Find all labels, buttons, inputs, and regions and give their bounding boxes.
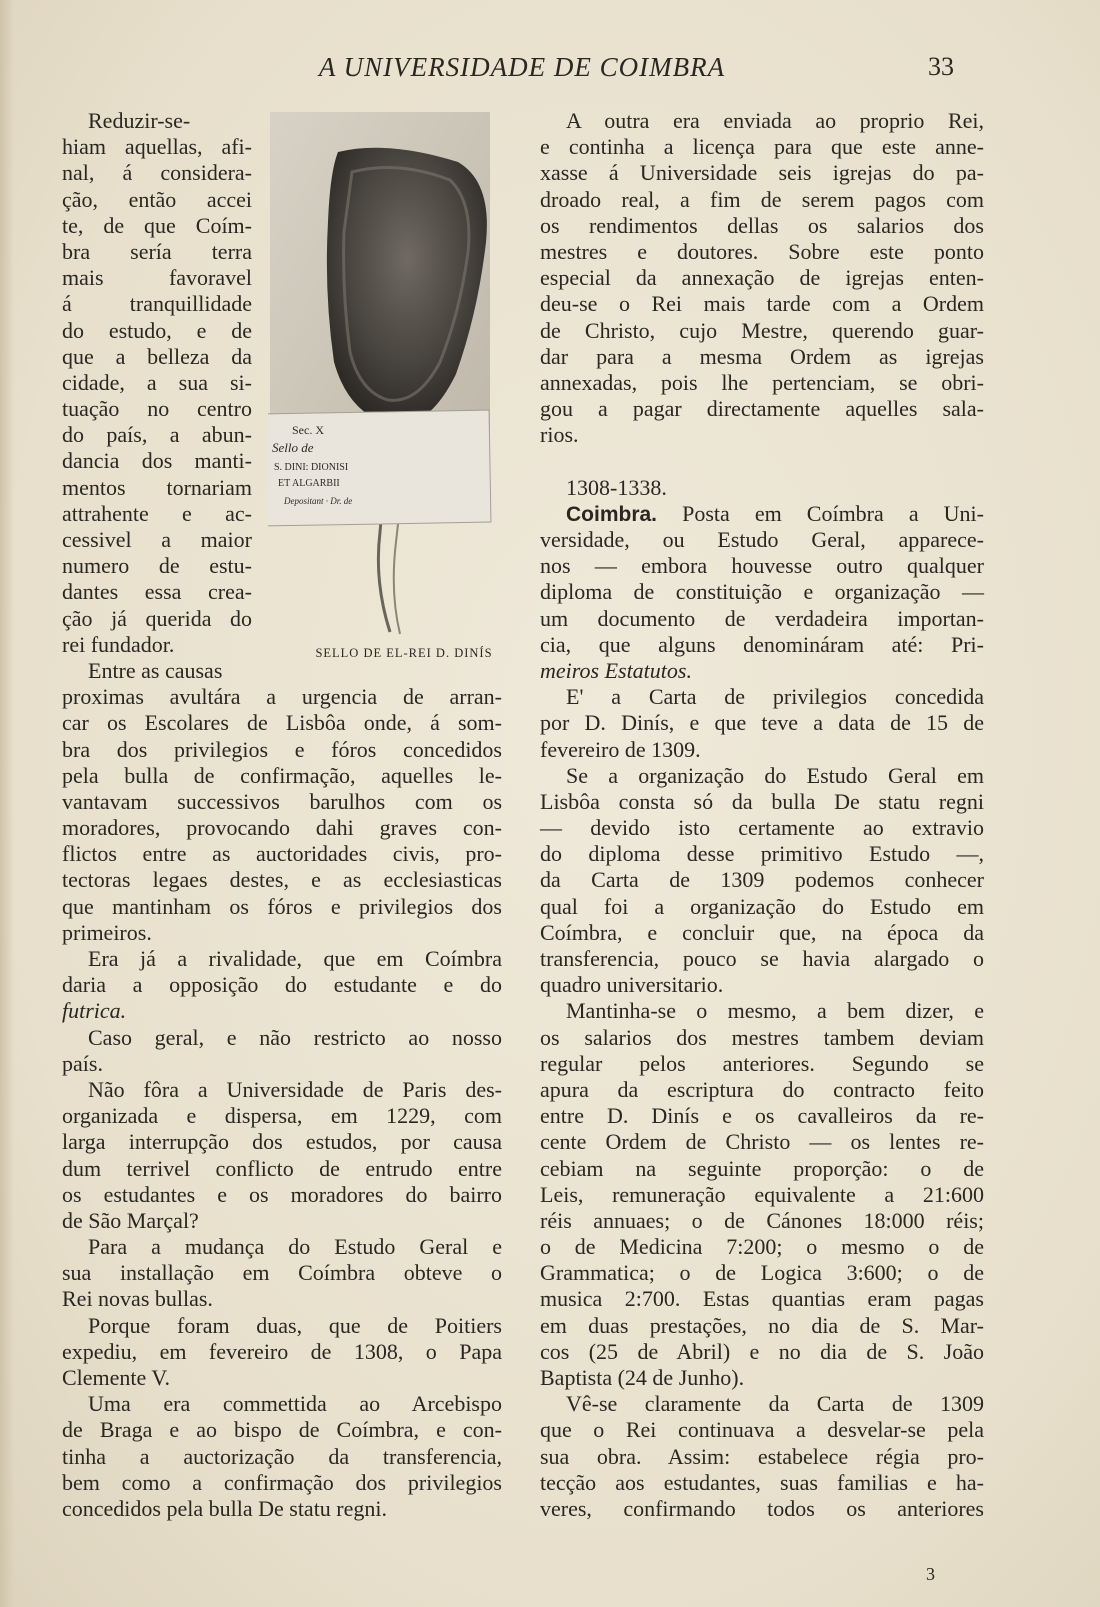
text-line: Vê-se claramente da Carta de 1309 bbox=[566, 1391, 984, 1417]
text-line: Era já a rivalidade, que em Coímbra bbox=[88, 946, 502, 971]
text-line: cos (25 de Abril) e no dia de S. João bbox=[540, 1338, 984, 1364]
text-line: bem como a confirmação dos privilegios bbox=[62, 1469, 502, 1495]
text-line: Entre as causas bbox=[88, 657, 223, 683]
text-line: sua obra. Assim: estabelece régia pro- bbox=[540, 1443, 984, 1469]
text-line: organizada e dispersa, em 1229, com bbox=[62, 1103, 502, 1129]
text-line: ção já querida do bbox=[62, 605, 252, 631]
text-line: do país, a abun- bbox=[62, 422, 252, 448]
text-line: Lisbôa consta só da bulla De statu regni bbox=[540, 788, 984, 814]
text-line: ção, então accei bbox=[62, 186, 252, 212]
text-line: o de Medicina 7:200; o mesmo o de bbox=[540, 1234, 984, 1260]
text-line: cente Ordem de Christo — os lentes re- bbox=[540, 1129, 984, 1155]
paragraph-gap bbox=[540, 448, 984, 474]
text-line: os rendimentos dellas os salarios dos bbox=[540, 212, 984, 238]
coimbra-heading: Coimbra. bbox=[566, 502, 658, 526]
text-line: E' a Carta de privilegios concedida bbox=[566, 684, 984, 710]
text-line: cessivel a maior bbox=[62, 527, 252, 552]
text-line: por D. Dinís, e que teve a data de 15 de bbox=[540, 710, 984, 736]
page-number: 33 bbox=[928, 52, 954, 81]
text-line: e continha a licença para que este anne- bbox=[540, 134, 984, 160]
text-line: Porque foram duas, que de Poitiers bbox=[88, 1312, 502, 1338]
text-line: país. bbox=[62, 1050, 103, 1076]
text-line: vantavam successivos barulhos com os bbox=[62, 788, 502, 814]
svg-text:ET ALGARBII: ET ALGARBII bbox=[278, 478, 340, 489]
text-line: dar para a mesma Ordem as igrejas bbox=[540, 343, 984, 369]
text-line: Não fôra a Universidade de Paris des- bbox=[88, 1076, 502, 1102]
text-line: da Carta de 1309 podemos conhecer bbox=[540, 867, 984, 893]
text-line-italic: futrica. bbox=[62, 998, 127, 1024]
text-line: que a belleza da bbox=[62, 343, 252, 369]
text-line: Coímbra, e concluir que, na época da bbox=[540, 919, 984, 945]
left-column bbox=[62, 108, 502, 1522]
text-line: annexadas, pois lhe pertenciam, se obri- bbox=[540, 369, 984, 395]
text-line: — devido isto certamente ao extravio bbox=[540, 815, 984, 841]
text-line: que mantinham os fóros e privilegios dos bbox=[62, 893, 502, 919]
text-line: transferencia, pouco se havia alargado o bbox=[540, 946, 984, 971]
text-line: moradores, provocando dahi graves con- bbox=[62, 815, 502, 841]
text-line: daria a opposição do estudante e do bbox=[62, 972, 502, 998]
text-line: Mantinha-se o mesmo, a bem dizer, e bbox=[566, 998, 984, 1024]
text-line: quadro universitario. bbox=[540, 972, 724, 998]
text-line: dancia dos manti- bbox=[62, 448, 252, 474]
signature-mark: 3 bbox=[926, 1564, 935, 1584]
text-line: Reduzir-se- bbox=[88, 108, 191, 133]
text-line: flictos entre as auctoridades civis, pro- bbox=[62, 841, 502, 867]
text-line: concedidos pela bulla De statu regni. bbox=[62, 1495, 388, 1521]
text-line: musica 2:700. Estas quantias eram pagas bbox=[540, 1286, 984, 1312]
text-line: cia, que alguns denomináram até: Pri- bbox=[540, 631, 984, 657]
text-line: em duas prestações, no dia de S. Mar- bbox=[540, 1312, 984, 1338]
section-dates: 1308-1338. bbox=[566, 474, 667, 500]
text-line: sua installação em Coímbra obteve o bbox=[62, 1260, 502, 1286]
svg-text:Sec. X: Sec. X bbox=[292, 423, 324, 437]
text-line: Clemente V. bbox=[62, 1365, 170, 1390]
text-line: dum terrivel conflicto de entrudo entre bbox=[62, 1155, 502, 1181]
text-line: nal, á considera- bbox=[62, 160, 252, 186]
text-line: expediu, em fevereiro de 1308, o Papa bbox=[62, 1338, 502, 1364]
text-line: Leis, remuneração equivalente a 21:600 bbox=[540, 1181, 984, 1207]
text-line: fevereiro de 1309. bbox=[540, 736, 701, 762]
running-header-title: A UNIVERSIDADE DE COIMBRA bbox=[318, 52, 726, 82]
svg-text:Sello de: Sello de bbox=[272, 440, 314, 455]
text-line: bra dos privilegios e fóros concedidos bbox=[62, 736, 502, 762]
figure-caption: SELLO DE EL-REI D. DINÍS bbox=[315, 646, 493, 660]
text-line: nos — embora houvesse outro qualquer bbox=[540, 553, 984, 579]
text-line: bra sería terra bbox=[62, 238, 252, 264]
text-line: tecção aos estudantes, suas familias e ha- bbox=[540, 1469, 984, 1495]
text-line: te, de que Coím- bbox=[62, 212, 252, 238]
svg-text:S. DINI: DIONISI: S. DINI: DIONISI bbox=[274, 462, 349, 473]
text-line: á tranquillidade bbox=[62, 291, 252, 317]
text-line: rios. bbox=[540, 422, 579, 448]
text-line: veres, confirmando todos os anteriores bbox=[540, 1495, 984, 1521]
text-line: attrahente e ac- bbox=[62, 500, 252, 526]
text-line: cidade, a sua si- bbox=[62, 369, 252, 395]
text-line: Rei novas bullas. bbox=[62, 1286, 213, 1312]
text-line: especial da annexação de igrejas enten- bbox=[540, 265, 984, 291]
text-line: dantes essa crea- bbox=[62, 579, 252, 605]
text-line: mestres e doutores. Sobre este ponto bbox=[540, 238, 984, 264]
text-line: primeiros. bbox=[62, 919, 152, 945]
text-line: deu-se o Rei mais tarde com a Ordem bbox=[540, 291, 984, 317]
text-line: xasse á Universidade seis igrejas do pa- bbox=[540, 160, 984, 186]
text-line: de Braga e ao bispo de Coímbra, e con- bbox=[62, 1417, 502, 1443]
text-line-italic: meiros Estatutos. bbox=[540, 657, 692, 683]
text-line: larga interrupção dos estudos, por causa bbox=[62, 1129, 502, 1155]
text-line: proximas avultára a urgencia de arran- bbox=[62, 684, 502, 710]
text-line: mais favoravel bbox=[62, 265, 252, 291]
text-line: os salarios dos mestres tambem deviam bbox=[540, 1024, 984, 1050]
page-edge-shadow bbox=[0, 0, 14, 1607]
text-line: de Christo, cujo Mestre, querendo guar- bbox=[540, 317, 984, 343]
text-line: Uma era commettida ao Arcebispo bbox=[88, 1391, 502, 1417]
text-line: pela bulla de confirmação, aquelles le- bbox=[62, 762, 502, 788]
text-line: Se a organização do Estudo Geral em bbox=[566, 762, 984, 788]
text-line: regular pelos anteriores. Segundo se bbox=[540, 1050, 984, 1076]
text-line: tuação no centro bbox=[62, 396, 252, 422]
text-fragment: Posta em Coímbra a Uni- bbox=[682, 500, 984, 526]
text-line: rei fundador. bbox=[62, 631, 175, 657]
text-line: Grammatica; o de Logica 3:600; o de bbox=[540, 1260, 984, 1286]
text-line: tectoras legaes destes, e as ecclesiasticas bbox=[62, 867, 502, 893]
text-line: Para a mudança do Estudo Geral e bbox=[88, 1234, 502, 1260]
text-line: Baptista (24 de Junho). bbox=[540, 1365, 745, 1390]
text-line: os estudantes e os moradores do bairro bbox=[62, 1181, 502, 1207]
text-line: mentos tornariam bbox=[62, 474, 252, 500]
text-line: diploma de constituição e organização — bbox=[540, 579, 984, 605]
text-line: gou a pagar directamente aquelles sala- bbox=[540, 396, 984, 422]
svg-text:Depositant · Dr. de: Depositant · Dr. de bbox=[284, 496, 353, 506]
text-line: do estudo, e de bbox=[62, 317, 252, 343]
text-line: A outra era enviada ao proprio Rei, bbox=[566, 108, 984, 133]
text-line: réis annuaes; o de Cánones 18:000 réis; bbox=[540, 1207, 984, 1233]
text-line: cebiam na seguinte proporção: o de bbox=[540, 1155, 984, 1181]
text-line: car os Escolares de Lisbôa onde, á som- bbox=[62, 710, 502, 736]
text-line: do diploma desse primitivo Estudo —, bbox=[540, 841, 984, 867]
text-line: que o Rei continuava a desvelar-se pela bbox=[540, 1417, 984, 1443]
text-line: hiam aquellas, afi- bbox=[62, 134, 252, 160]
text-line: numero de estu- bbox=[62, 553, 252, 579]
text-line: um documento de verdadeira importan- bbox=[540, 605, 984, 631]
text-line: droado real, a fim de serem pagos com bbox=[540, 186, 984, 212]
text-line bbox=[540, 501, 984, 527]
text-line: qual foi a organização do Estudo em bbox=[540, 893, 984, 919]
text-line: Caso geral, e não restricto ao nosso bbox=[88, 1024, 502, 1050]
text-line: de São Marçal? bbox=[62, 1207, 199, 1233]
text-line: versidade, ou Estudo Geral, apparece- bbox=[540, 527, 984, 552]
text-line: entre D. Dinís e os cavalleiros da re- bbox=[540, 1103, 984, 1129]
right-column bbox=[540, 108, 984, 1522]
text-line: apura da escriptura do contracto feito bbox=[540, 1076, 984, 1102]
text-line: tinha a auctorização da transferencia, bbox=[62, 1443, 502, 1469]
